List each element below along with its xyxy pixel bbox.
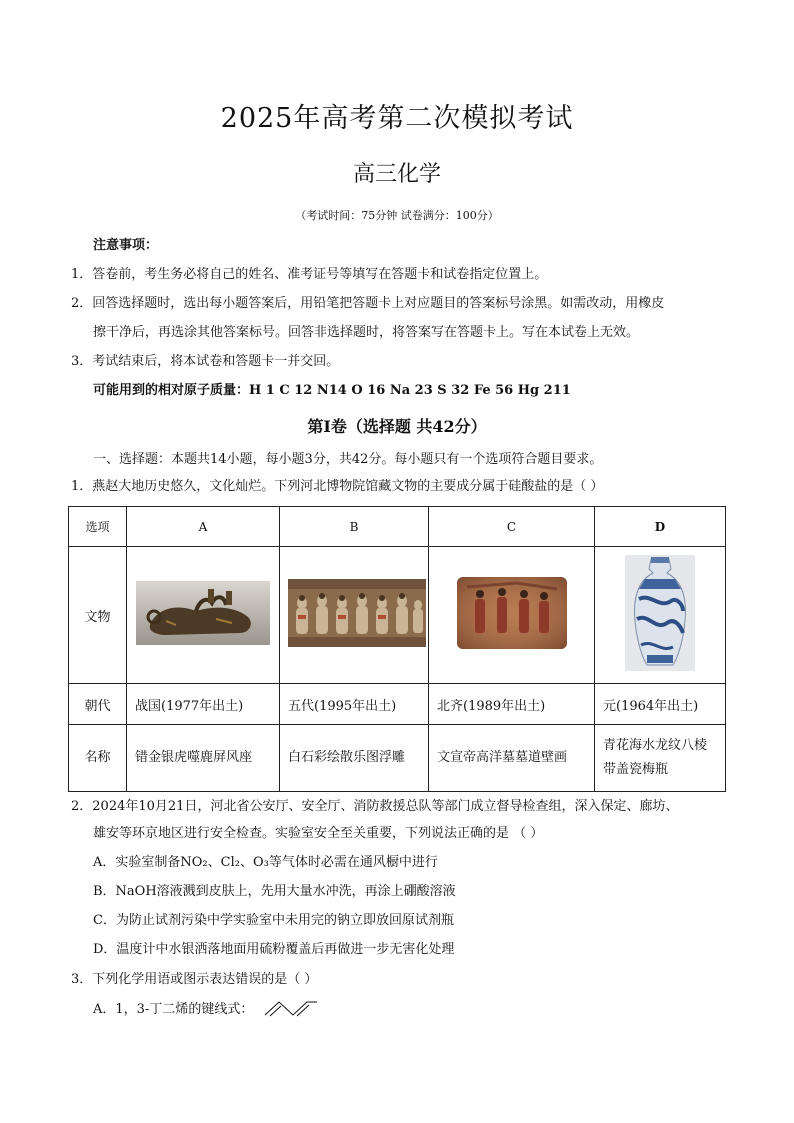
era-c: 北齐(1989年出土) bbox=[429, 684, 595, 725]
butadiene-skeletal-formula bbox=[263, 999, 319, 1019]
mural-image bbox=[457, 577, 567, 649]
name-a: 错金银虎噬鹿屏风座 bbox=[127, 725, 280, 792]
exam-title: 2025年高考第二次模拟考试 bbox=[220, 103, 574, 134]
question-1-stem: 1．燕赵大地历史悠久，文化灿烂。下列河北博物院馆藏文物的主要成分属于硅酸盐的是（ ） bbox=[71, 479, 604, 494]
row-label-name: 名称 bbox=[69, 725, 127, 792]
question-2-stem-line-1: 2．2024年10月21日，河北省公安厅、安全厅、消防救援总队等部门成立督导检查组，深入保定、廊坊、 bbox=[71, 799, 679, 814]
section-heading: 第Ⅰ卷（选择题 共42分） bbox=[307, 417, 487, 436]
atomic-masses: 可能用到的相对原子质量：H 1 C 12 N14 O 16 Na 23 S 32 Fe 56 Hg 211 bbox=[93, 383, 571, 398]
row-label-era: 朝代 bbox=[69, 684, 127, 725]
header-option: 选项 bbox=[69, 507, 127, 547]
part-intro: 一、选择题：本题共14小题，每小题3分，共42分。每小题只有一个选项符合题目要求。 bbox=[93, 452, 603, 467]
table-row-artifact bbox=[69, 547, 726, 684]
header-d: D bbox=[595, 507, 726, 547]
notice-item-3: 3．考试结束后，将本试卷和答题卡一并交回。 bbox=[71, 354, 340, 369]
table-row-name bbox=[69, 725, 726, 792]
artifact-d-image bbox=[595, 547, 726, 684]
notice-item-2-line-2: 擦干净后，再选涂其他答案标号。回答非选择题时，将答案写在答题卡上。写在本试卷上无效。 bbox=[93, 325, 640, 340]
name-c: 文宣帝高洋墓墓道壁画 bbox=[429, 725, 595, 792]
artifact-table bbox=[68, 506, 726, 792]
exam-info: （考试时间：75分钟 试卷满分：100分） bbox=[295, 209, 499, 222]
name-b: 白石彩绘散乐图浮雕 bbox=[280, 725, 429, 792]
row-label-artifact: 文物 bbox=[69, 547, 127, 684]
era-d: 元(1964年出土) bbox=[595, 684, 726, 725]
exam-subject: 高三化学 bbox=[352, 162, 441, 187]
era-a: 战国(1977年出土) bbox=[127, 684, 280, 725]
name-d: 青花海水龙纹八棱带盖瓷梅瓶 bbox=[595, 725, 726, 792]
artifact-c-image bbox=[429, 547, 595, 684]
header-a: A bbox=[127, 507, 280, 547]
question-2-stem-line-2: 雄安等环京地区进行安全检查。实验室安全至关重要，下列说法正确的是 （ ） bbox=[93, 826, 544, 841]
blue-white-vase-image bbox=[625, 555, 695, 671]
question-2-option-a: A．实验室制备NO₂、Cl₂、O₃等气体时必需在通风橱中进行 bbox=[93, 855, 438, 870]
notice-item-2-line-1: 2．回答选择题时，选出每小题答案后，用铅笔把答题卡上对应题目的答案标号涂黑。如需改动，用橡皮 bbox=[71, 296, 665, 311]
era-b: 五代(1995年出土) bbox=[280, 684, 429, 725]
question-2-option-b: B．NaOH溶液溅到皮肤上，先用大量水冲洗，再涂上硼酸溶液 bbox=[93, 884, 456, 899]
question-3-option-a: A．1，3-丁二烯的键线式： bbox=[93, 1002, 254, 1017]
artifact-b-image bbox=[280, 547, 429, 684]
notice-heading: 注意事项： bbox=[93, 238, 159, 253]
notice-item-1: 1．答卷前，考生务必将自己的姓名、准考证号等填写在答题卡和试卷指定位置上。 bbox=[71, 267, 548, 282]
header-b: B bbox=[280, 507, 429, 547]
question-2-option-c: C．为防止试剂污染中学实验室中未用完的钠立即放回原试剂瓶 bbox=[93, 913, 454, 928]
header-c: C bbox=[429, 507, 595, 547]
relief-carving-image bbox=[288, 579, 426, 647]
table-row-era bbox=[69, 684, 726, 725]
artifact-a-image bbox=[127, 547, 280, 684]
table-header-row bbox=[69, 507, 726, 547]
question-2-option-d: D．温度计中水银洒落地面用硫粉覆盖后再做进一步无害化处理 bbox=[93, 942, 455, 957]
question-3-stem: 3．下列化学用语或图示表达错误的是（ ） bbox=[71, 972, 318, 987]
bronze-tiger-image bbox=[136, 581, 270, 645]
